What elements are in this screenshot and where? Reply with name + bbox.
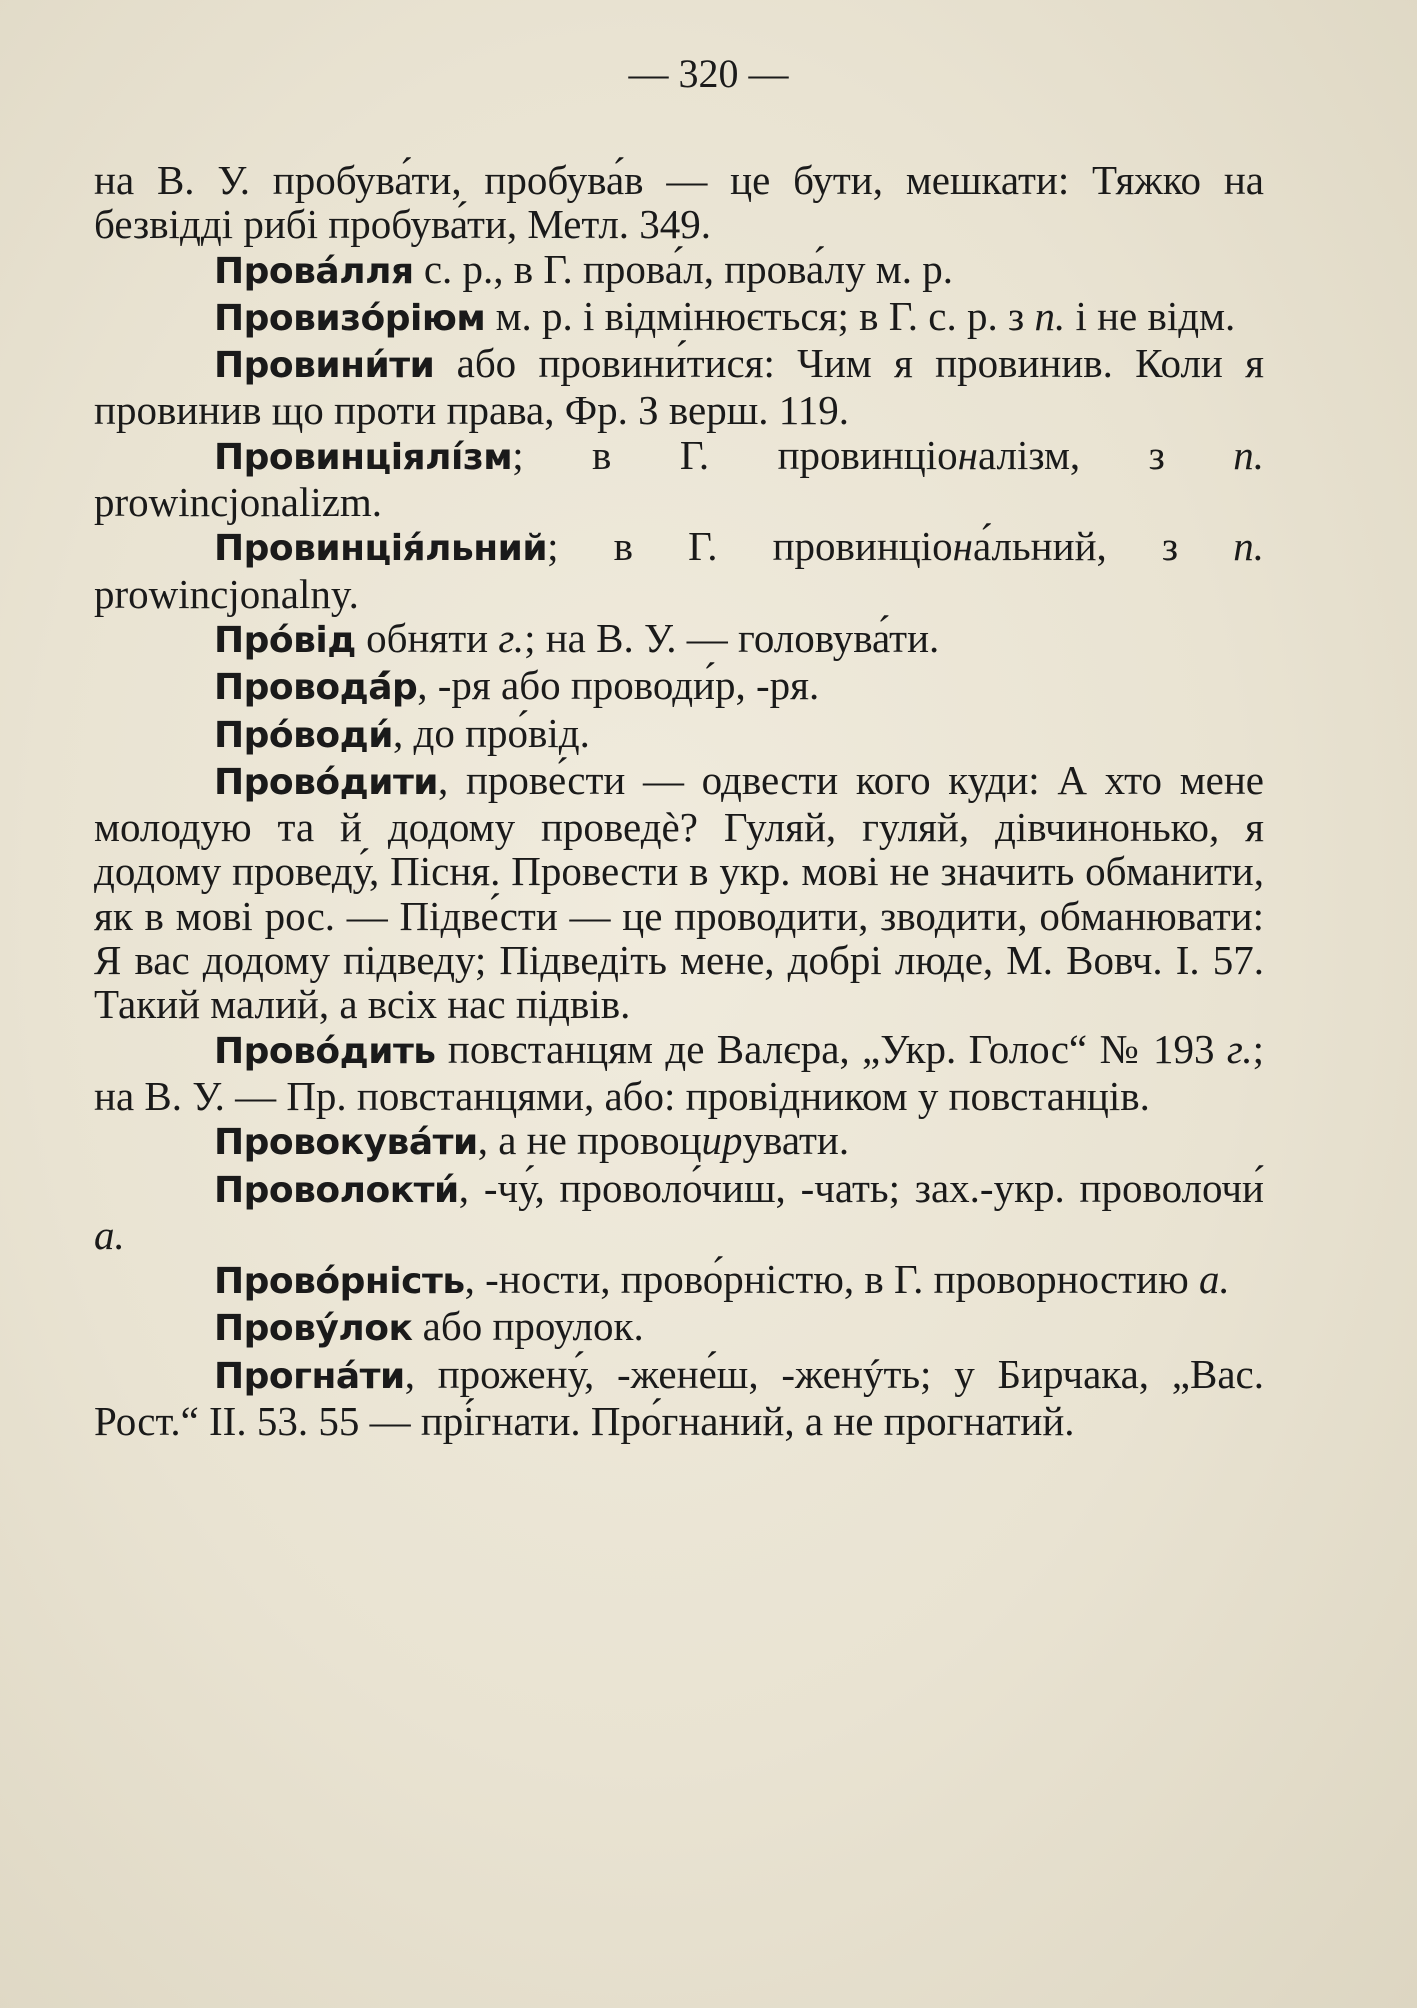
entry-headword: Прово́дить: [214, 1030, 436, 1072]
entry-text: обняти: [355, 614, 499, 661]
entry-text: ; на В. У. — Пр. повстанцями, або: провідником у повстанців.: [94, 1025, 1264, 1119]
dictionary-entry: [94, 1027, 1264, 1119]
entry-abbreviation: ир: [701, 1117, 743, 1164]
entry-abbreviation: п.: [1233, 431, 1264, 478]
entry-headword: Проволокти́: [214, 1169, 459, 1211]
entry-abbreviation: н: [957, 431, 978, 478]
dictionary-entry: [94, 1118, 1264, 1165]
entry-abbreviation: а.: [94, 1211, 125, 1258]
dictionary-entry: [94, 758, 1264, 1027]
dictionary-entry: [94, 663, 1264, 710]
entry-text: на В. У. пробува́ти, пробува́в — це бути, мешкати: Тяжко на безвідді рибі пробува́ти, Метл. 349.: [94, 157, 1264, 248]
dictionary-entry: [94, 1257, 1264, 1304]
dictionary-entry: [94, 433, 1264, 525]
dictionary-text: [94, 158, 1264, 1443]
entry-text: ; в Г. провинціо: [547, 523, 953, 570]
entry-headword: Провокува́ти: [214, 1122, 478, 1164]
entry-headword: Про́від: [214, 619, 356, 661]
entry-headword: Прово́дити: [214, 761, 439, 803]
entry-text: алізм, з: [977, 431, 1234, 478]
dictionary-entry: [94, 247, 1264, 294]
dictionary-entry: [94, 341, 1264, 433]
entry-abbreviation: н: [952, 523, 973, 570]
entry-text: , до про́від.: [392, 709, 590, 756]
entry-headword: Прово́рніcть: [214, 1261, 465, 1303]
entry-headword: Провинція́льний: [214, 528, 548, 570]
entry-text: або провини́тися: Чим я провинив. Коли я провинив що проти права, Фр. З верш. 119.: [94, 340, 1264, 434]
entry-abbreviation: г.: [1226, 1025, 1253, 1072]
entry-text: , прожену́, -жене́ш, -женýть; у Бирчака, „Вас. Рост.“ II. 53. 55 — прі́гнати. Про́гнаний, а не прогнатий.: [94, 1350, 1264, 1445]
entry-abbreviation: г.: [498, 614, 525, 661]
entry-headword: Прову́лок: [214, 1308, 413, 1350]
entry-text: ; на В. У. — головува́ти.: [524, 614, 940, 661]
entry-headword: Прогна́ти: [214, 1355, 405, 1397]
entry-text: увати.: [742, 1117, 850, 1164]
entry-text: prowincjonalny.: [94, 570, 359, 617]
entry-text: , -чу́, проволо́чиш, -чать; зах.-укр. проволочи́: [458, 1164, 1264, 1211]
entry-headword: Проводá́р: [214, 667, 418, 709]
page-number: — 320 —: [628, 51, 789, 96]
dictionary-entry: [94, 711, 1264, 758]
entry-headword: Прова́лля: [214, 250, 414, 292]
entry-text: і не відм.: [1065, 292, 1236, 339]
dictionary-entry: [94, 616, 1264, 663]
dictionary-entry: [94, 1304, 1264, 1351]
entry-text: повстанцям де Валєра, „Укр. Голос“ № 193: [435, 1025, 1227, 1072]
entry-text: ; в Г. провинціо: [512, 431, 958, 478]
entry-text: , -ря або проводи́р, -ря.: [417, 662, 820, 709]
entry-text: prowincjonalizm.: [94, 479, 383, 526]
entry-abbreviation: а.: [1199, 1256, 1230, 1303]
dictionary-entry: [94, 524, 1264, 616]
entry-headword: Провини́ти: [214, 345, 435, 387]
entry-text: а́льний, з: [972, 523, 1234, 570]
dictionary-entry: [94, 1166, 1264, 1258]
entry-headword: Про́води́: [214, 714, 393, 756]
entry-text: с. р., в Г. прова́л, прова́лу м. р.: [413, 245, 953, 292]
entry-text: , прове́сти — одвести кого куди: А хто мене молодую та й додому проведѐ? Гуляй, гуляй, дівчинонько, я додому проведу́, Пісня. Провести в укр. мові не значить обманити, як в мові рос. — Підве́сти — це проводити, зводити, обманювати: Я вас додому підведу; Підведіть мене, добрі люде, М. Вовч. І. 57. Такий малий, а всіх нас підвів.: [94, 756, 1264, 1028]
dictionary-entry: [94, 294, 1264, 341]
entry-abbreviation: п.: [1233, 523, 1264, 570]
dictionary-entry: [94, 1352, 1264, 1444]
entry-text: , а не провоц: [477, 1117, 702, 1164]
entry-text: або проулок.: [412, 1303, 644, 1350]
entry-abbreviation: п.: [1034, 292, 1066, 339]
entry-text: , -ности, прово́рністю, в Г. проворностию: [464, 1256, 1199, 1303]
dictionary-entry: [94, 158, 1264, 247]
entry-text: м. р. і відмінюється; в Г. с. р. з: [485, 292, 1035, 339]
entry-headword: Провинціялі́зм: [214, 436, 513, 478]
entry-headword: Провизо́ріюм: [214, 297, 486, 339]
